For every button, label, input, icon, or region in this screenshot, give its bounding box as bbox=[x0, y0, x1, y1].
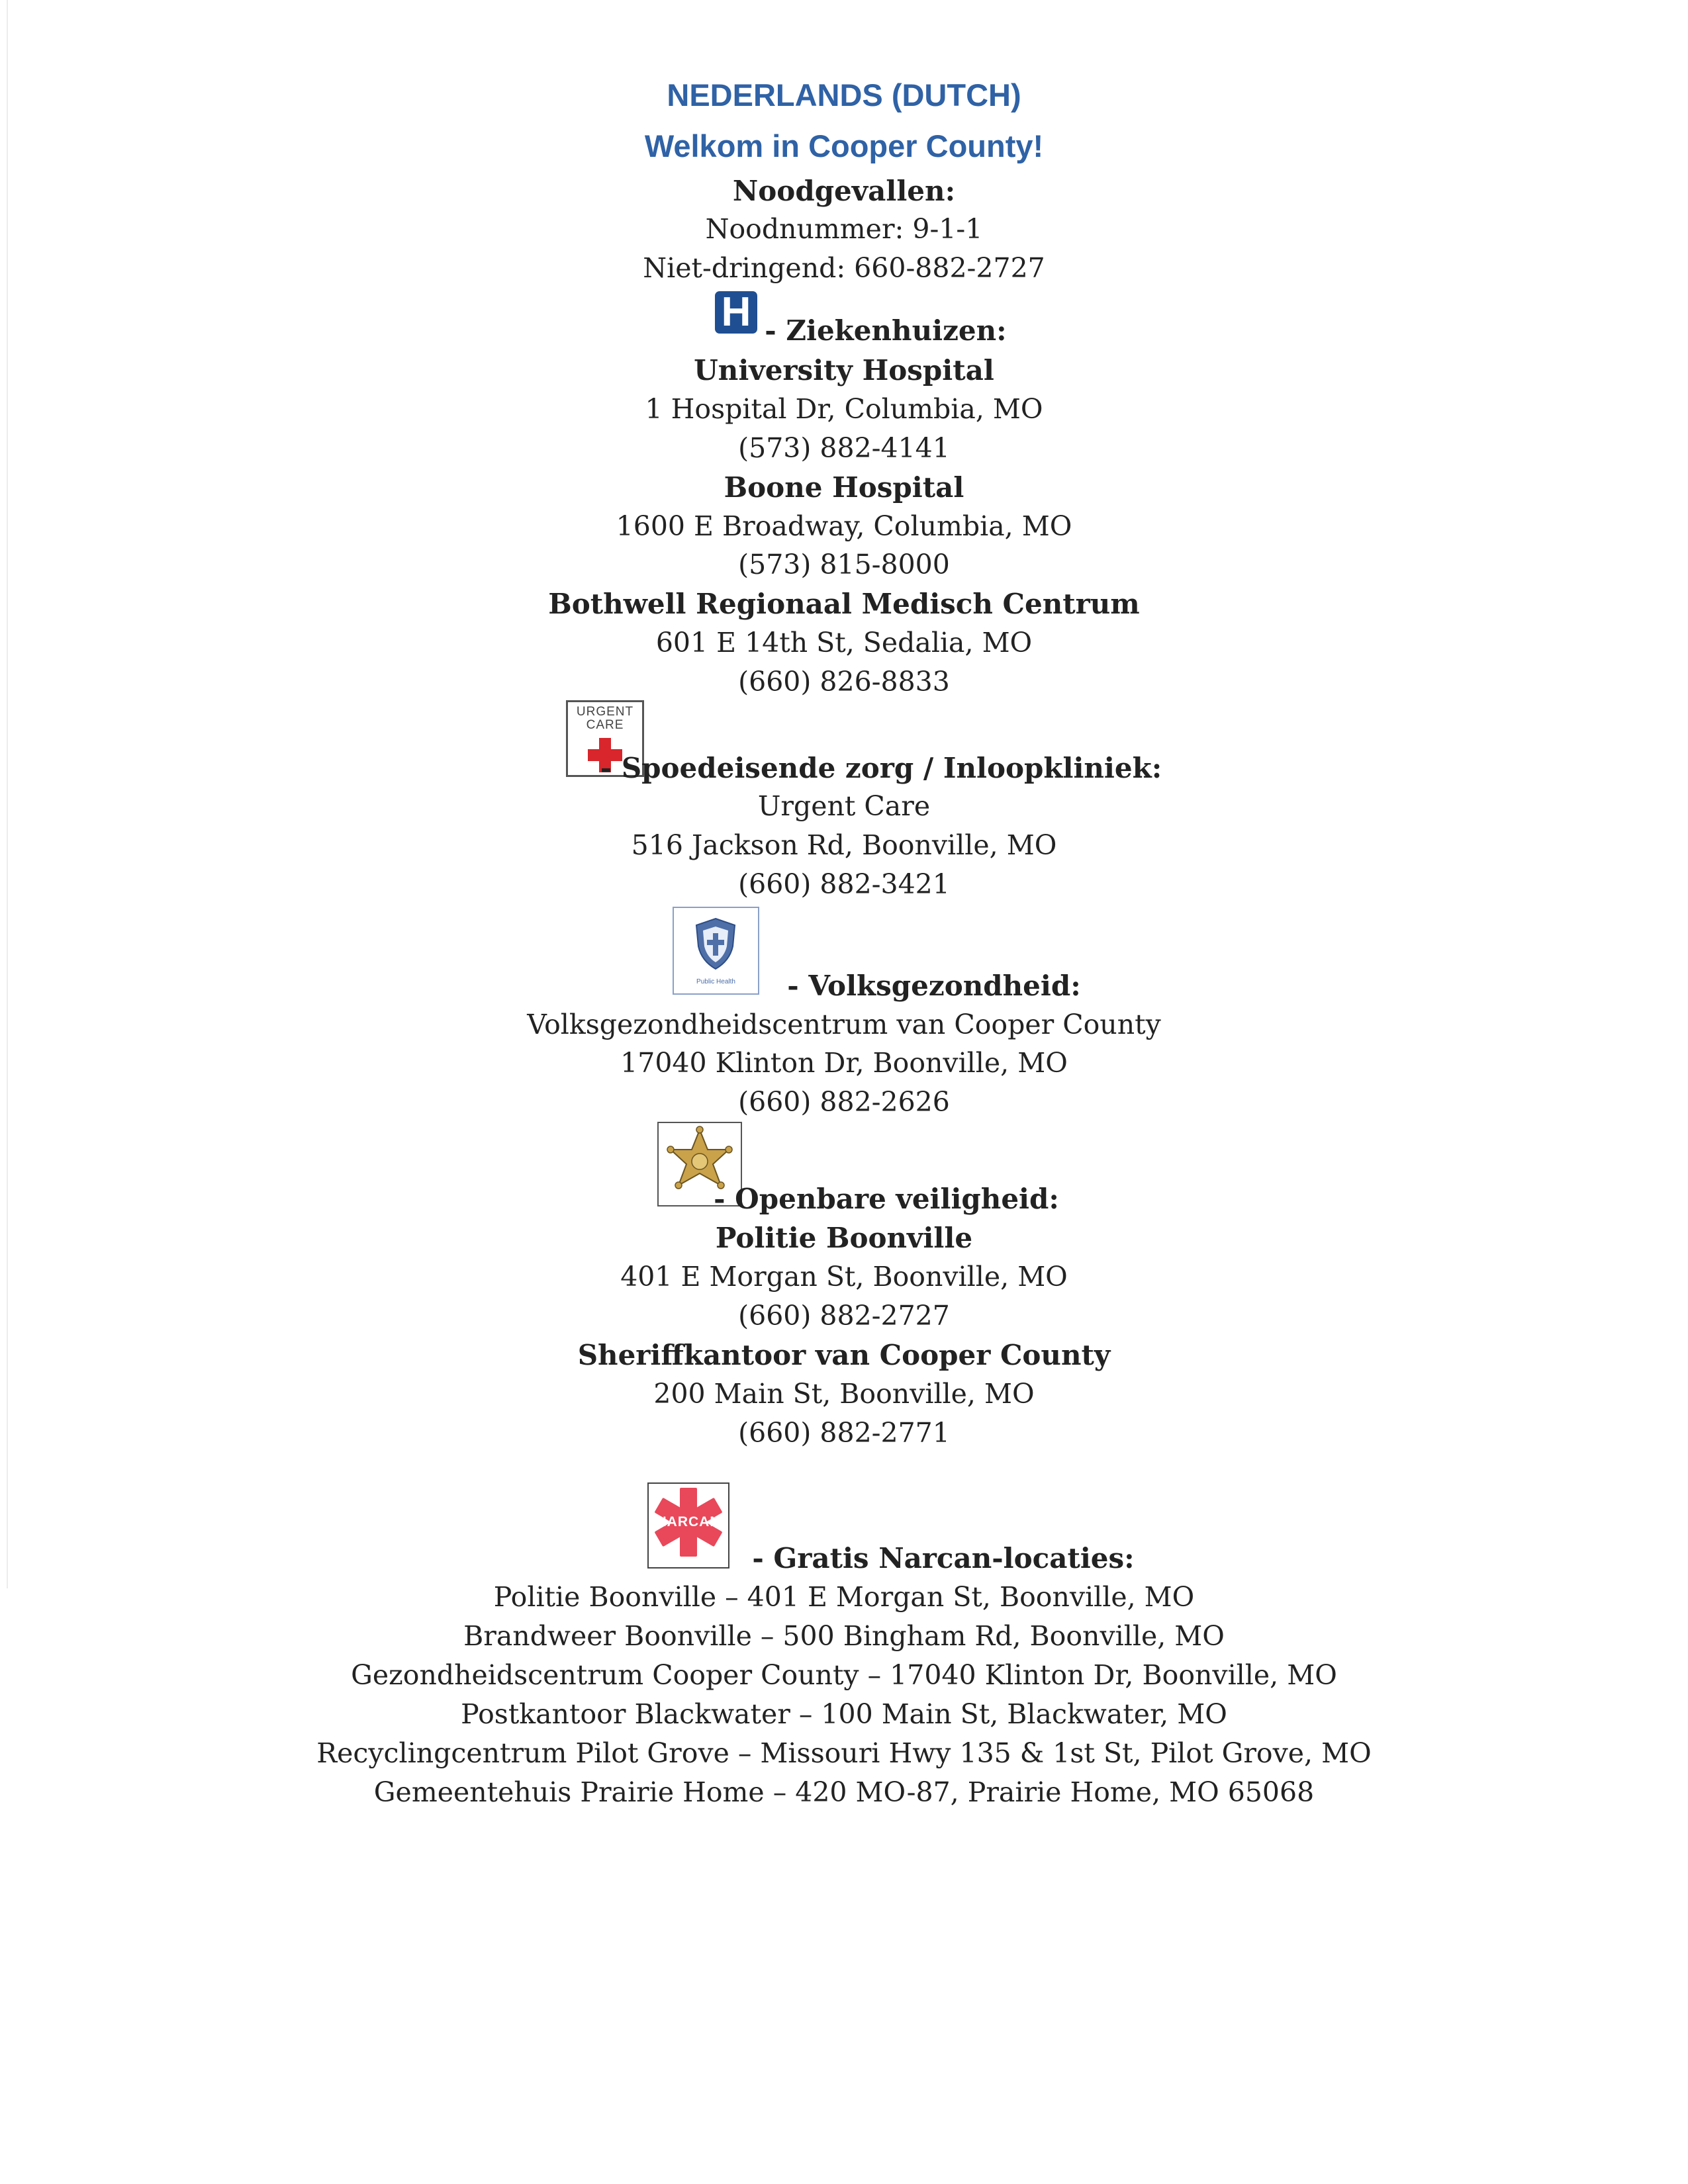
hospital-h-icon: H bbox=[715, 291, 757, 334]
hospitals-heading: - Ziekenhuizen: bbox=[765, 314, 1007, 347]
narcan-location: Politie Boonville – 401 E Morgan St, Boonville, MO bbox=[493, 1581, 1195, 1613]
hospital-phone-bothwell: (660) 826-8833 bbox=[738, 666, 950, 698]
public-health-address: 17040 Klinton Dr, Boonville, MO bbox=[620, 1047, 1068, 1079]
hospital-name-university: University Hospital bbox=[694, 354, 994, 387]
language-title: NEDERLANDS (DUTCH) bbox=[667, 77, 1021, 113]
hospital-phone-university: (573) 882-4141 bbox=[738, 432, 950, 464]
hospital-address-university: 1 Hospital Dr, Columbia, MO bbox=[645, 393, 1043, 425]
sheriff-office-address: 200 Main St, Boonville, MO bbox=[653, 1378, 1035, 1410]
police-boonville-name: Politie Boonville bbox=[715, 1222, 973, 1254]
narcan-location: Brandweer Boonville – 500 Bingham Rd, Boonville, MO bbox=[463, 1620, 1225, 1652]
hospital-address-boone: 1600 E Broadway, Columbia, MO bbox=[616, 510, 1072, 542]
police-boonville-phone: (660) 882-2727 bbox=[738, 1300, 950, 1332]
welcome-title: Welkom in Cooper County! bbox=[644, 128, 1044, 163]
non-emergency-number: Niet-dringend: 660-882-2727 bbox=[643, 252, 1045, 284]
sheriff-office-name: Sheriffkantoor van Cooper County bbox=[577, 1339, 1111, 1371]
emergency-number: Noodnummer: 9-1-1 bbox=[705, 213, 983, 245]
sheriff-office-phone: (660) 882-2771 bbox=[738, 1417, 950, 1449]
public-health-phone: (660) 882-2626 bbox=[738, 1086, 950, 1118]
public-safety-heading: - Openbare veiligheid: bbox=[714, 1183, 1059, 1215]
urgent-care-phone: (660) 882-3421 bbox=[738, 868, 950, 900]
narcan-location: Gemeentehuis Prairie Home – 420 MO-87, Prairie Home, MO 65068 bbox=[373, 1776, 1315, 1808]
narcan-icon-text: NARCAN bbox=[656, 1514, 721, 1529]
hospital-name-bothwell: Bothwell Regionaal Medisch Centrum bbox=[548, 588, 1140, 620]
police-boonville-address: 401 E Morgan St, Boonville, MO bbox=[620, 1261, 1068, 1293]
hospital-name-boone: Boone Hospital bbox=[724, 471, 964, 504]
public-health-name: Volksgezondheidscentrum van Cooper County bbox=[527, 1009, 1161, 1040]
urgent-care-name: Urgent Care bbox=[757, 790, 931, 822]
narcan-location: Gezondheidscentrum Cooper County – 17040 Klinton Dr, Boonville, MO bbox=[351, 1659, 1337, 1691]
urgent-care-icon-text-2: CARE bbox=[586, 718, 624, 732]
hospital-address-bothwell: 601 E 14th St, Sedalia, MO bbox=[655, 627, 1033, 659]
public-health-icon-text: Public Health bbox=[696, 978, 735, 985]
public-health-heading: - Volksgezondheid: bbox=[787, 970, 1081, 1002]
narcan-heading: - Gratis Narcan-locaties: bbox=[752, 1542, 1135, 1574]
urgent-care-heading: - Spoedeisende zorg / Inloopkliniek: bbox=[600, 752, 1162, 784]
narcan-location: Recyclingcentrum Pilot Grove – Missouri Hwy 135 & 1st St, Pilot Grove, MO bbox=[316, 1737, 1372, 1769]
urgent-care-icon-text-1: URGENT bbox=[576, 705, 634, 719]
hospital-phone-boone: (573) 815-8000 bbox=[738, 549, 950, 580]
urgent-care-address: 516 Jackson Rd, Boonville, MO bbox=[631, 829, 1057, 861]
emergency-heading: Noodgevallen: bbox=[732, 175, 956, 207]
narcan-location: Postkantoor Blackwater – 100 Main St, Blackwater, MO bbox=[461, 1698, 1227, 1730]
